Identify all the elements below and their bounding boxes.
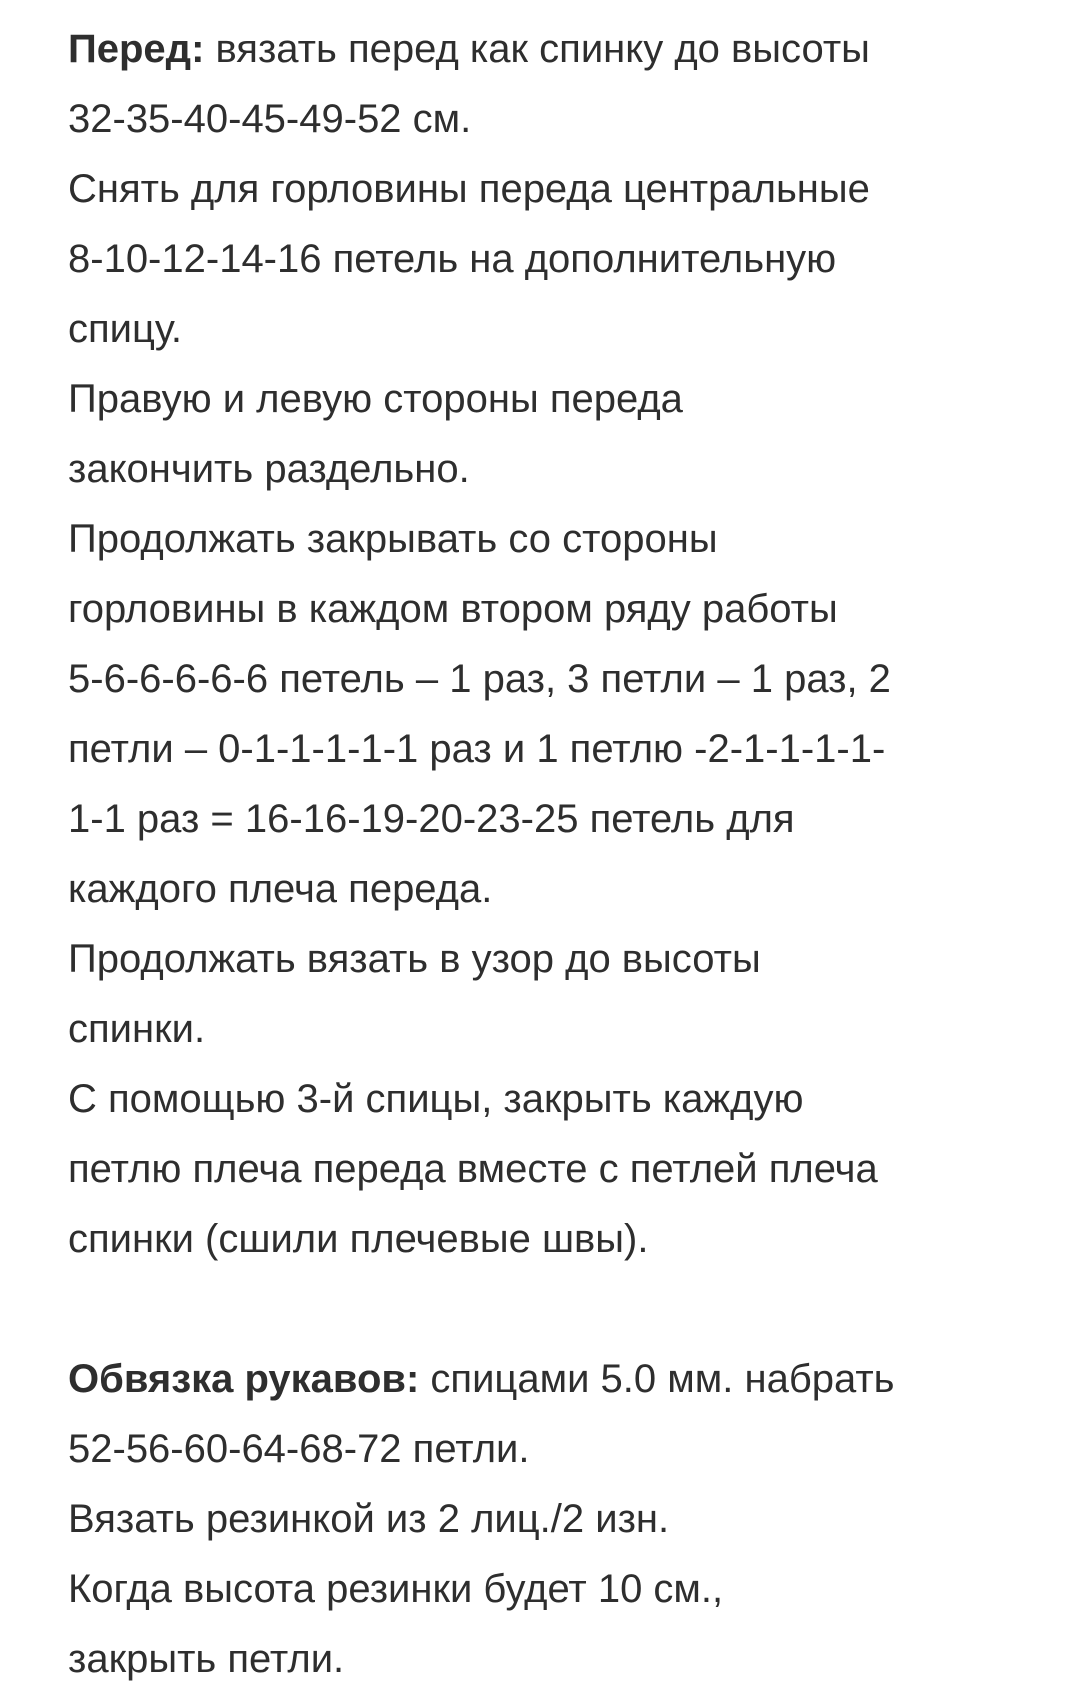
front-text-line: закончить раздельно. [68,447,470,491]
front-text-line: петлю плеча переда вместе с петлей плеча [68,1147,878,1191]
front-heading: Перед: [68,27,205,71]
sleeve-text-line: 52-56-60-64-68-72 петли. [68,1427,530,1471]
front-first-line-text: вязать перед как спинку до высоты [204,27,870,71]
front-text-line: 1-1 раз = 16-16-19-20-23-25 петель для [68,797,795,841]
sleeve-section [68,1344,1068,1694]
front-text-line: С помощью 3-й спицы, закрыть каждую [68,1077,804,1121]
front-text-line: 5-6-6-6-6-6 петель – 1 раз, 3 петли – 1 раз, 2 [68,657,891,701]
front-text-line: Снять для горловины переда центральные [68,167,870,211]
front-text-line: Продолжать вязать в узор до высоты [68,937,761,981]
sleeve-text-line: Когда высота резинки будет 10 см., [68,1567,724,1611]
sleeve-heading: Обвязка рукавов: [68,1357,420,1401]
front-text-line: горловины в каждом втором ряду работы [68,587,838,631]
front-text-line: 8-10-12-14-16 петель на дополнительную [68,237,837,281]
sleeve-text-line: Вязать резинкой из 2 лиц./2 изн. [68,1497,670,1541]
front-section [68,14,1068,1274]
front-text-line: спинки. [68,1007,206,1051]
front-text-line: спинки (сшили плечевые швы). [68,1217,649,1261]
sleeve-text-line: закрыть петли. [68,1637,345,1681]
front-text-line: каждого плеча переда. [68,867,493,911]
front-text-line: Продолжать закрывать со стороны [68,517,718,561]
front-text-line: 32-35-40-45-49-52 см. [68,97,472,141]
document-page [68,14,1068,1694]
sleeve-first-line-text: спицами 5.0 мм. набрать [419,1357,895,1401]
front-text-line: Правую и левую стороны переда [68,377,683,421]
front-text-line: спицу. [68,307,183,351]
front-text-line: петли – 0-1-1-1-1-1 раз и 1 петлю -2-1-1-1-1- [68,727,886,771]
sleeve-first-line [68,1344,1068,1414]
front-first-line [68,14,1068,84]
